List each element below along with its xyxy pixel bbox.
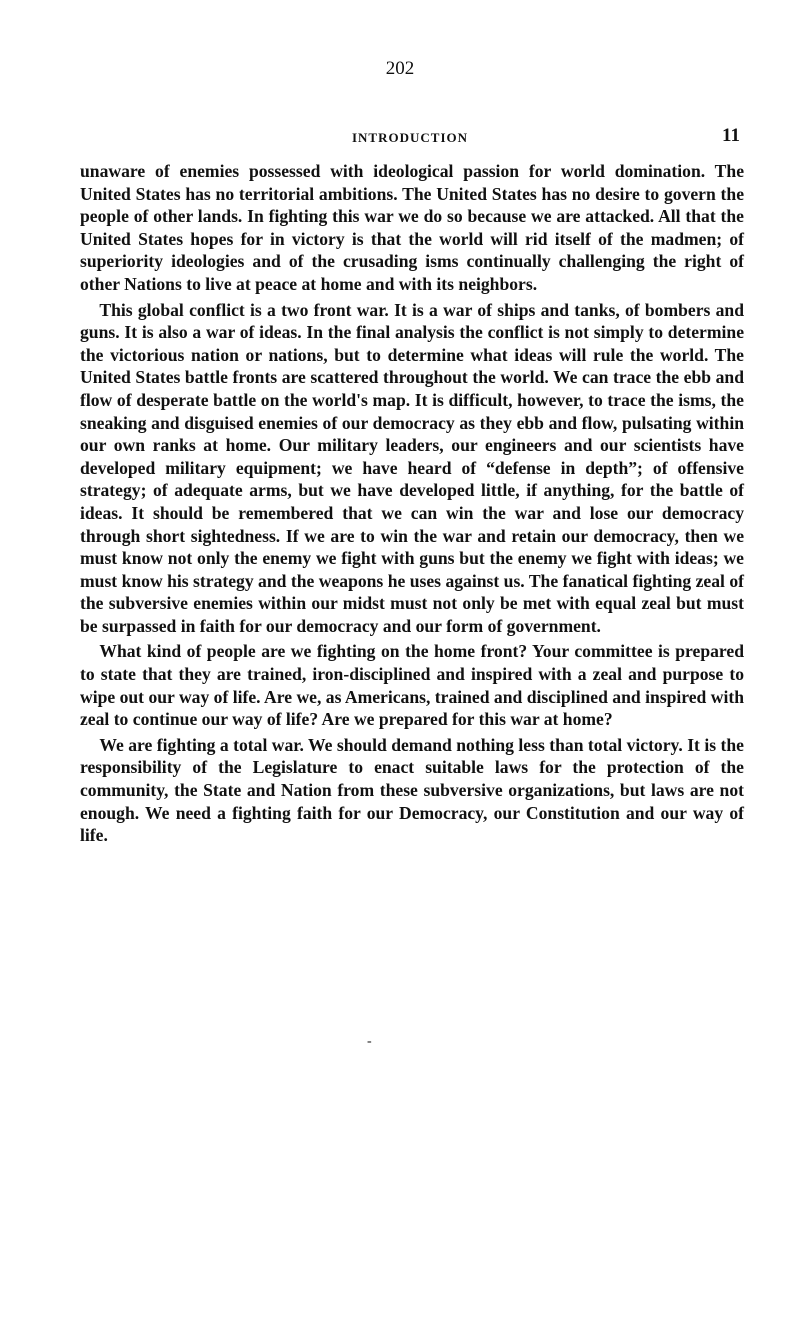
chapter-number: 11 — [722, 125, 740, 146]
end-mark: - — [367, 1034, 372, 1049]
page-number: 202 — [385, 58, 415, 79]
paragraph: What kind of people are we fighting on the home front? Your committee is prepared to state that they are trained, iron-disciplined and inspired with a zeal and purpose to wipe out our way of life. Are we, as Americans, trained and disciplined and inspired with zeal to continue our way of life? Are we prepared for this war at home? — [80, 641, 744, 730]
body-text — [80, 160, 744, 850]
running-head — [80, 125, 740, 151]
paragraph: unaware of enemies possessed with ideological passion for world domination. The United States has no territorial ambitions. The United States has no desire to govern the people of other lands. In fighting this war we do so because we are attacked. All that the United States hopes for in victory is that the world will rid itself of the madmen; of superiority ideologies and of the crusading isms continually challenging the right of other Nations to live at peace at home and with its neighbors. — [80, 161, 744, 294]
paragraph: This global conflict is a two front war. It is a war of ships and tanks, of bombers and guns. It is also a war of ideas. In the final analysis the conflict is not simply to determine the victorious nation or nations, but to determine what ideas will rule the world. The United States battle fronts are scattered throughout the world. We can trace the ebb and flow of desperate battle on the world's map. It is difficult, however, to trace the isms, the sneaking and disguised enemies of our democracy as they ebb and flow, pulsating within our own ranks at home. Our military leaders, our engineers and our scientists have developed military equipment; we have heard of “defense in depth”; of offensive strategy; of adequate arms, but we have developed little, if anything, for the battle of ideas. It should be remembered that we can win the war and lose our democracy through short sightedness. If we are to win the war and retain our democracy, then we must know not only the enemy we fight with guns but the enemy we fight with ideas; we must know his strategy and the weapons he uses against us. The fanatical fighting zeal of the subversive enemies within our midst must not only be met with equal zeal but must be surpassed in faith for our democracy and our form of government. — [80, 299, 744, 636]
paragraph: We are fighting a total war. We should demand nothing less than total victory. It is the responsibility of the Legislature to enact suitable laws for the protection of the community, the State and Nation from these subversive organizations, but laws are not enough. We need a fighting faith for our Democracy, our Constitution and our way of life. — [80, 734, 744, 846]
running-head-title: INTRODUCTION — [351, 130, 468, 145]
